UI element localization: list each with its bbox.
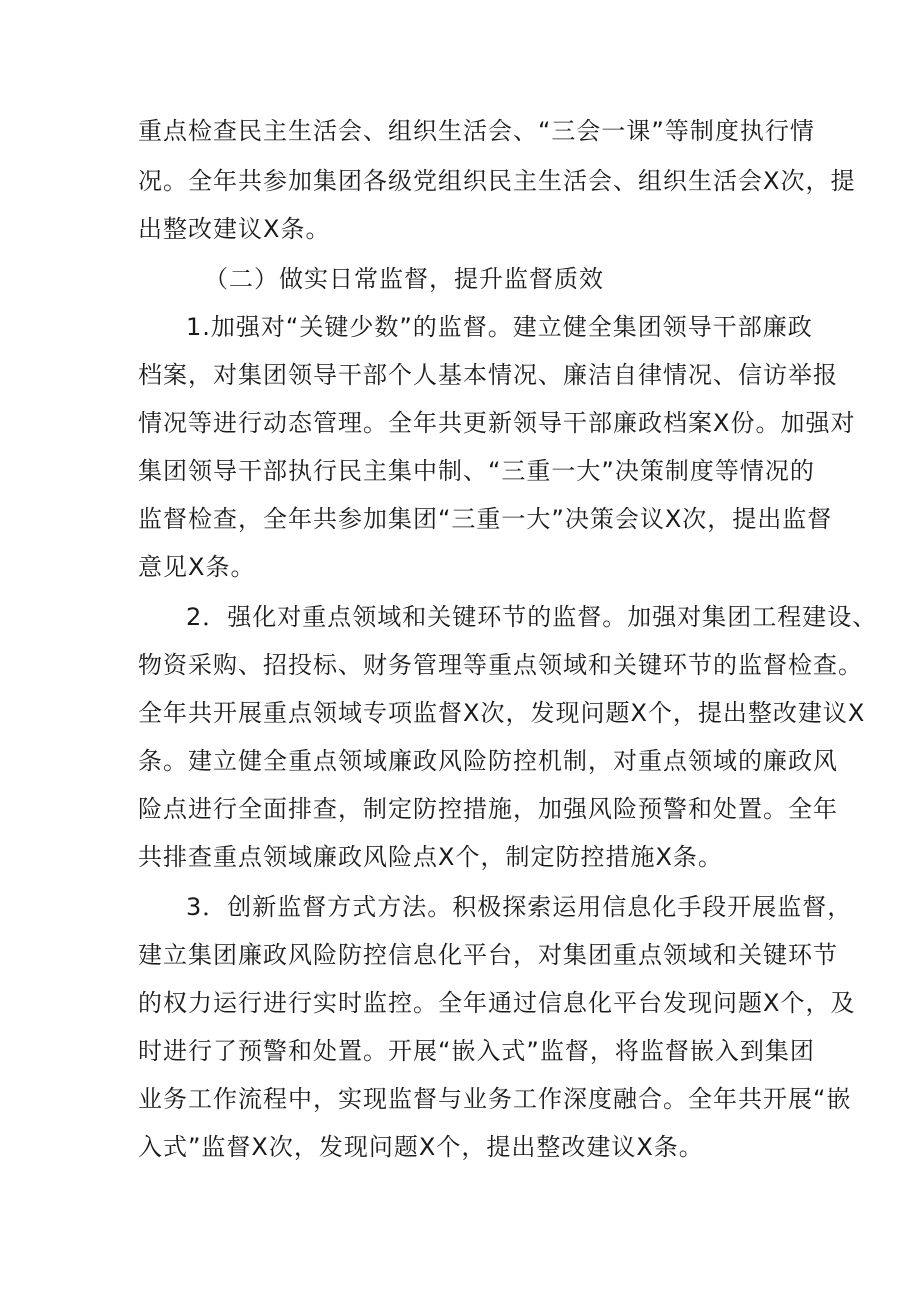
paragraph-line: 监督检查，全年共参加集团“三重一大”决策会议X次，提出监督 [138,505,833,533]
paragraph-line: 2．强化对重点领域和关键环节的监督。加强对集团工程建设、 [186,603,878,631]
paragraph-line: 条。建立健全重点领域廉政风险防控机制，对重点领域的廉政风 [138,747,838,775]
paragraph-line: 集团领导干部执行民主集中制、“三重一大”决策制度等情况的 [138,457,815,485]
paragraph-line: 况。全年共参加集团各级党组织民主生活会、组织生活会X次，提 [138,167,856,195]
paragraph-line: 情况等进行动态管理。全年共更新领导干部廉政档案X份。加强对 [138,409,856,437]
paragraph-line: 档案，对集团领导干部个人基本情况、廉洁自律情况、信访举报 [138,361,838,389]
paragraph-line: 险点进行全面排查，制定防控措施，加强风险预警和处置。全年 [138,795,838,823]
paragraph-line: 业务工作流程中，实现监督与业务工作深度融合。全年共开展“嵌 [138,1085,852,1113]
paragraph-line: 共排查重点领域廉政风险点X个，制定防控措施X条。 [138,843,723,871]
paragraph-line: 入式”监督X次，发现问题X个，提出整改建议X条。 [138,1133,704,1161]
paragraph-line: 时进行了预警和处置。开展“嵌入式”监督，将监督嵌入到集团 [138,1037,815,1065]
paragraph-line: 的权力运行进行实时监控。全年通过信息化平台发现问题X个，及 [138,989,856,1017]
paragraph-line: 出整改建议X条。 [138,215,331,243]
section-heading: （二）做实日常监督，提升监督质效 [204,265,604,293]
paragraph-line: 物资采购、招投标、财务管理等重点领域和关键环节的监督检查。 [138,651,863,679]
paragraph-line: 1.加强对“关键少数”的监督。建立健全集团领导干部廉政 [186,313,813,341]
paragraph-line: 意见X条。 [138,553,256,581]
paragraph-line: 建立集团廉政风险防控信息化平台，对集团重点领域和关键环节 [138,941,838,969]
paragraph-line: 全年共开展重点领域专项监督X次，发现问题X个，提出整改建议X [138,699,866,727]
paragraph-line: 3．创新监督方式方法。积极探索运用信息化手段开展监督， [186,893,853,921]
paragraph-line: 重点检查民主生活会、组织生活会、“三会一课”等制度执行情 [138,117,815,145]
